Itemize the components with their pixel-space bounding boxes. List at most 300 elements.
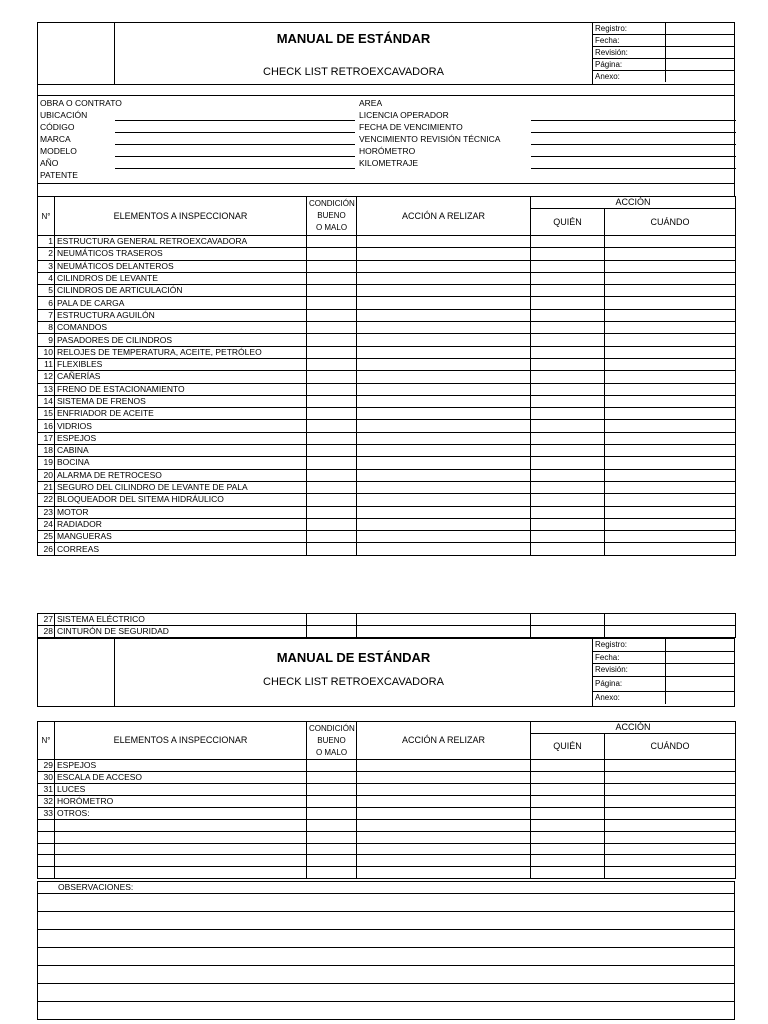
- table-row: [38, 760, 736, 772]
- who-cell[interactable]: [531, 855, 605, 867]
- action-cell[interactable]: [357, 297, 531, 309]
- item-label: RELOJES DE TEMPERATURA, ACEITE, PETRÓLEO: [55, 346, 307, 358]
- item-number: 25: [38, 531, 55, 543]
- item-number: 1: [38, 236, 55, 248]
- who-cell[interactable]: [531, 843, 605, 855]
- table-row-empty: [38, 843, 736, 855]
- action-cell[interactable]: [357, 346, 531, 358]
- who-cell[interactable]: [531, 272, 605, 284]
- condition-cell[interactable]: [307, 395, 357, 407]
- action-cell[interactable]: [357, 808, 531, 820]
- action-cell[interactable]: [357, 543, 531, 555]
- table-row: [38, 248, 736, 260]
- when-cell[interactable]: [605, 358, 736, 370]
- meta-value[interactable]: [666, 663, 736, 676]
- who-cell[interactable]: [531, 543, 605, 555]
- info-label: MARCA: [40, 134, 71, 144]
- when-cell[interactable]: [605, 820, 736, 832]
- meta-value[interactable]: [666, 651, 736, 663]
- who-cell[interactable]: [531, 494, 605, 506]
- who-cell[interactable]: [531, 796, 605, 808]
- who-cell[interactable]: [531, 260, 605, 272]
- condition-cell[interactable]: [307, 820, 357, 832]
- item-label: BLOQUEADOR DEL SITEMA HIDRÁULICO: [55, 494, 307, 506]
- when-cell[interactable]: [605, 322, 736, 334]
- col-num: N°: [38, 197, 55, 236]
- info-label: AREA: [359, 98, 383, 108]
- col-who: QUIÉN: [531, 734, 605, 760]
- item-label: CABINA: [55, 445, 307, 457]
- action-cell[interactable]: [357, 820, 531, 832]
- who-cell[interactable]: [531, 371, 605, 383]
- when-cell[interactable]: [605, 383, 736, 395]
- who-cell[interactable]: [531, 772, 605, 784]
- condition-cell[interactable]: [307, 831, 357, 843]
- condition-cell[interactable]: [307, 236, 357, 248]
- spacer-band: [37, 184, 735, 196]
- col-elements: ELEMENTOS A INSPECCIONAR: [55, 197, 307, 236]
- item-number: 7: [38, 309, 55, 321]
- horometro-field[interactable]: [531, 156, 736, 157]
- page-title: MANUAL DE ESTÁNDAR: [276, 31, 431, 46]
- condition-cell[interactable]: [307, 808, 357, 820]
- action-cell[interactable]: [357, 322, 531, 334]
- condition-cell[interactable]: [307, 626, 357, 638]
- item-number: 28: [38, 626, 55, 638]
- info-label: FECHA DE VENCIMIENTO: [359, 122, 463, 132]
- condition-cell[interactable]: [307, 796, 357, 808]
- action-cell[interactable]: [357, 432, 531, 444]
- col-action-to-take: ACCIÓN A RELIZAR: [357, 197, 531, 236]
- condition-cell[interactable]: [307, 408, 357, 420]
- condition-cell[interactable]: [307, 457, 357, 469]
- action-cell[interactable]: [357, 626, 531, 638]
- who-cell[interactable]: [531, 481, 605, 493]
- col-who: QUIÉN: [531, 209, 605, 236]
- table-row: [38, 531, 736, 543]
- condition-cell[interactable]: [307, 531, 357, 543]
- who-cell[interactable]: [531, 614, 605, 626]
- item-number[interactable]: [38, 820, 55, 832]
- item-number: 33: [38, 808, 55, 820]
- when-cell[interactable]: [605, 469, 736, 481]
- observation-field[interactable]: [38, 894, 735, 912]
- action-cell[interactable]: [357, 614, 531, 626]
- when-cell[interactable]: [605, 334, 736, 346]
- meta-label-revision: Revisión:: [593, 663, 666, 676]
- who-cell[interactable]: [531, 285, 605, 297]
- condition-cell[interactable]: [307, 445, 357, 457]
- col-when: CUÁNDO: [605, 209, 736, 236]
- when-cell[interactable]: [605, 531, 736, 543]
- item-number: 4: [38, 272, 55, 284]
- condition-cell[interactable]: [307, 297, 357, 309]
- inspection-table: [37, 196, 736, 556]
- meta-label-pagina: Página:: [593, 676, 666, 691]
- item-label: ESCALA DE ACCESO: [55, 772, 307, 784]
- condition-cell[interactable]: [307, 285, 357, 297]
- action-cell[interactable]: [357, 285, 531, 297]
- action-cell[interactable]: [357, 531, 531, 543]
- item-label: PALA DE CARGA: [55, 297, 307, 309]
- item-number: 20: [38, 469, 55, 481]
- condition-cell[interactable]: [307, 272, 357, 284]
- who-cell[interactable]: [531, 457, 605, 469]
- action-cell[interactable]: [357, 260, 531, 272]
- table-row: [38, 772, 736, 784]
- item-number: 31: [38, 784, 55, 796]
- when-cell[interactable]: [605, 236, 736, 248]
- when-cell[interactable]: [605, 796, 736, 808]
- who-cell[interactable]: [531, 420, 605, 432]
- observation-field[interactable]: [38, 912, 735, 930]
- meta-label-fecha: Fecha:: [593, 35, 666, 47]
- item-number: 3: [38, 260, 55, 272]
- codigo-field[interactable]: [115, 132, 355, 133]
- info-label: OBRA O CONTRATO: [40, 98, 122, 108]
- who-cell[interactable]: [531, 760, 605, 772]
- kilometraje-field[interactable]: [531, 168, 736, 169]
- when-cell[interactable]: [605, 395, 736, 407]
- who-cell[interactable]: [531, 408, 605, 420]
- action-cell[interactable]: [357, 445, 531, 457]
- who-cell[interactable]: [531, 867, 605, 879]
- action-cell[interactable]: [357, 506, 531, 518]
- when-cell[interactable]: [605, 408, 736, 420]
- when-cell[interactable]: [605, 445, 736, 457]
- condition-cell[interactable]: [307, 506, 357, 518]
- item-number: 12: [38, 371, 55, 383]
- observation-line: [38, 948, 735, 966]
- when-cell[interactable]: [605, 772, 736, 784]
- info-label: UBICACIÓN: [40, 110, 88, 120]
- who-cell[interactable]: [531, 395, 605, 407]
- condition-cell[interactable]: [307, 543, 357, 555]
- meta-label-anexo: Anexo:: [593, 71, 666, 83]
- item-label: CINTURÓN DE SEGURIDAD: [55, 626, 307, 638]
- table-row: [38, 457, 736, 469]
- item-number: 15: [38, 408, 55, 420]
- action-cell[interactable]: [357, 420, 531, 432]
- observation-field[interactable]: [38, 948, 735, 966]
- who-cell[interactable]: [531, 346, 605, 358]
- who-cell[interactable]: [531, 518, 605, 530]
- item-number: 26: [38, 543, 55, 555]
- table-row: [38, 309, 736, 321]
- col-when: CUÁNDO: [605, 734, 736, 760]
- who-cell[interactable]: [531, 358, 605, 370]
- table-row: [38, 494, 736, 506]
- meta-label-anexo: Anexo:: [593, 691, 666, 704]
- item-label: BOCINA: [55, 457, 307, 469]
- when-cell[interactable]: [605, 808, 736, 820]
- condition-cell[interactable]: [307, 358, 357, 370]
- action-cell[interactable]: [357, 383, 531, 395]
- action-cell[interactable]: [357, 469, 531, 481]
- item-number: 27: [38, 614, 55, 626]
- who-cell[interactable]: [531, 820, 605, 832]
- when-cell[interactable]: [605, 494, 736, 506]
- item-number: 8: [38, 322, 55, 334]
- table-row: [38, 432, 736, 444]
- observation-field[interactable]: [38, 984, 735, 1002]
- who-cell[interactable]: [531, 831, 605, 843]
- item-number: 18: [38, 445, 55, 457]
- item-number: 5: [38, 285, 55, 297]
- who-cell[interactable]: [531, 322, 605, 334]
- item-label: SISTEMA ELÉCTRICO: [55, 614, 307, 626]
- item-number: 24: [38, 518, 55, 530]
- action-cell[interactable]: [357, 831, 531, 843]
- meta-value[interactable]: [666, 691, 736, 704]
- action-cell[interactable]: [357, 772, 531, 784]
- action-cell[interactable]: [357, 796, 531, 808]
- table-row: [38, 506, 736, 518]
- when-cell[interactable]: [605, 614, 736, 626]
- condition-cell[interactable]: [307, 334, 357, 346]
- item-number[interactable]: [38, 843, 55, 855]
- table-row-empty: [38, 831, 736, 843]
- when-cell[interactable]: [605, 309, 736, 321]
- when-cell[interactable]: [605, 867, 736, 879]
- action-cell[interactable]: [357, 408, 531, 420]
- item-label: ALARMA DE RETROCESO: [55, 469, 307, 481]
- condition-cell[interactable]: [307, 260, 357, 272]
- when-cell[interactable]: [605, 346, 736, 358]
- condition-cell[interactable]: [307, 371, 357, 383]
- inspection-table-continued: [37, 613, 736, 638]
- when-cell[interactable]: [605, 543, 736, 555]
- info-section: [37, 96, 735, 184]
- meta-label-registro: Registro:: [593, 23, 666, 35]
- item-label: LUCES: [55, 784, 307, 796]
- action-cell[interactable]: [357, 494, 531, 506]
- condition-cell[interactable]: [307, 784, 357, 796]
- item-number[interactable]: [38, 867, 55, 879]
- who-cell[interactable]: [531, 784, 605, 796]
- table-row: [38, 543, 736, 555]
- info-label: HORÓMETRO: [359, 146, 416, 156]
- item-number: 19: [38, 457, 55, 469]
- action-cell[interactable]: [357, 236, 531, 248]
- action-cell[interactable]: [357, 371, 531, 383]
- table-row: [38, 614, 736, 626]
- who-cell[interactable]: [531, 626, 605, 638]
- item-label[interactable]: [55, 820, 307, 832]
- item-label: COMANDOS: [55, 322, 307, 334]
- when-cell[interactable]: [605, 371, 736, 383]
- logo-cell: [38, 23, 115, 84]
- condition-cell[interactable]: [307, 772, 357, 784]
- observation-field[interactable]: [38, 1002, 735, 1020]
- who-cell[interactable]: [531, 445, 605, 457]
- condition-cell[interactable]: [307, 309, 357, 321]
- who-cell[interactable]: [531, 432, 605, 444]
- observation-line: [38, 966, 735, 984]
- table-row-empty: [38, 867, 736, 879]
- when-cell[interactable]: [605, 518, 736, 530]
- when-cell[interactable]: [605, 432, 736, 444]
- item-label: CORREAS: [55, 543, 307, 555]
- item-label: VIDRIOS: [55, 420, 307, 432]
- page-subtitle: CHECK LIST RETROEXCAVADORA: [263, 66, 444, 78]
- when-cell[interactable]: [605, 272, 736, 284]
- when-cell[interactable]: [605, 843, 736, 855]
- item-label: ESTRUCTURA GENERAL RETROEXCAVADORA: [55, 236, 307, 248]
- action-cell[interactable]: [357, 248, 531, 260]
- item-number: 2: [38, 248, 55, 260]
- meta-value[interactable]: [666, 35, 736, 47]
- item-label[interactable]: [55, 855, 307, 867]
- item-number[interactable]: [38, 831, 55, 843]
- marca-field[interactable]: [115, 144, 355, 145]
- when-cell[interactable]: [605, 855, 736, 867]
- item-label[interactable]: [55, 867, 307, 879]
- when-cell[interactable]: [605, 831, 736, 843]
- inspection-table-2: [37, 721, 736, 879]
- page-title: MANUAL DE ESTÁNDAR: [276, 650, 431, 665]
- action-cell[interactable]: [357, 481, 531, 493]
- when-cell[interactable]: [605, 260, 736, 272]
- table-row-empty: [38, 820, 736, 832]
- who-cell[interactable]: [531, 248, 605, 260]
- condition-cell[interactable]: [307, 322, 357, 334]
- table-row: [38, 297, 736, 309]
- item-label: NEUMÁTICOS TRASEROS: [55, 248, 307, 260]
- table-row: [38, 784, 736, 796]
- action-cell[interactable]: [357, 457, 531, 469]
- observation-field[interactable]: [38, 966, 735, 984]
- anio-field[interactable]: [115, 168, 355, 169]
- action-cell[interactable]: [357, 272, 531, 284]
- observation-line: [38, 930, 735, 948]
- item-label[interactable]: [55, 831, 307, 843]
- condition-cell[interactable]: [307, 614, 357, 626]
- table-row: [38, 445, 736, 457]
- who-cell[interactable]: [531, 469, 605, 481]
- table-row: [38, 408, 736, 420]
- when-cell[interactable]: [605, 784, 736, 796]
- page-subtitle: CHECK LIST RETROEXCAVADORA: [263, 676, 444, 688]
- who-cell[interactable]: [531, 236, 605, 248]
- meta-value[interactable]: [666, 59, 736, 71]
- table-row: [38, 334, 736, 346]
- when-cell[interactable]: [605, 457, 736, 469]
- item-label: ESPEJOS: [55, 760, 307, 772]
- when-cell[interactable]: [605, 760, 736, 772]
- condition-cell[interactable]: [307, 469, 357, 481]
- condition-cell[interactable]: [307, 518, 357, 530]
- table-row: [38, 518, 736, 530]
- action-cell[interactable]: [357, 334, 531, 346]
- meta-value[interactable]: [666, 23, 736, 35]
- table-row: [38, 469, 736, 481]
- item-label: MOTOR: [55, 506, 307, 518]
- info-label: CÓDIGO: [40, 122, 75, 132]
- ubicacion-field[interactable]: [115, 120, 355, 121]
- item-number: 16: [38, 420, 55, 432]
- condition-cell[interactable]: [307, 867, 357, 879]
- action-cell[interactable]: [357, 358, 531, 370]
- condition-cell[interactable]: [307, 383, 357, 395]
- action-cell[interactable]: [357, 855, 531, 867]
- modelo-field[interactable]: [115, 156, 355, 157]
- item-label: CILINDROS DE ARTICULACIÓN: [55, 285, 307, 297]
- revision-tecnica-field[interactable]: [531, 144, 736, 145]
- observations-label: OBSERVACIONES:: [38, 882, 735, 894]
- condition-cell[interactable]: [307, 248, 357, 260]
- condition-cell[interactable]: [307, 494, 357, 506]
- who-cell[interactable]: [531, 506, 605, 518]
- licencia-field[interactable]: [531, 120, 736, 121]
- action-cell[interactable]: [357, 395, 531, 407]
- condition-cell[interactable]: [307, 432, 357, 444]
- item-label: FRENO DE ESTACIONAMIENTO: [55, 383, 307, 395]
- condition-cell[interactable]: [307, 481, 357, 493]
- table-row: [38, 358, 736, 370]
- col-condition: CONDICIÓN BUENO O MALO: [307, 722, 357, 760]
- item-number[interactable]: [38, 855, 55, 867]
- when-cell[interactable]: [605, 420, 736, 432]
- when-cell[interactable]: [605, 626, 736, 638]
- observation-field[interactable]: [38, 930, 735, 948]
- item-number: 11: [38, 358, 55, 370]
- info-label: LICENCIA OPERADOR: [359, 110, 449, 120]
- who-cell[interactable]: [531, 383, 605, 395]
- meta-value[interactable]: [666, 47, 736, 59]
- item-number: 13: [38, 383, 55, 395]
- meta-label-pagina: Página:: [593, 59, 666, 71]
- action-cell[interactable]: [357, 784, 531, 796]
- meta-value[interactable]: [666, 639, 736, 651]
- action-cell[interactable]: [357, 309, 531, 321]
- table-row: [38, 420, 736, 432]
- who-cell[interactable]: [531, 808, 605, 820]
- condition-cell[interactable]: [307, 760, 357, 772]
- who-cell[interactable]: [531, 297, 605, 309]
- who-cell[interactable]: [531, 531, 605, 543]
- condition-cell[interactable]: [307, 346, 357, 358]
- item-label: FLEXIBLES: [55, 358, 307, 370]
- when-cell[interactable]: [605, 248, 736, 260]
- when-cell[interactable]: [605, 285, 736, 297]
- meta-value[interactable]: [666, 676, 736, 691]
- condition-cell[interactable]: [307, 843, 357, 855]
- item-number: 14: [38, 395, 55, 407]
- observation-line: [38, 984, 735, 1002]
- who-cell[interactable]: [531, 334, 605, 346]
- when-cell[interactable]: [605, 506, 736, 518]
- action-cell[interactable]: [357, 843, 531, 855]
- condition-cell[interactable]: [307, 855, 357, 867]
- item-label: CILINDROS DE LEVANTE: [55, 272, 307, 284]
- who-cell[interactable]: [531, 309, 605, 321]
- item-label[interactable]: [55, 843, 307, 855]
- action-cell[interactable]: [357, 760, 531, 772]
- when-cell[interactable]: [605, 481, 736, 493]
- col-action: ACCIÓN: [531, 722, 736, 734]
- table-row: [38, 796, 736, 808]
- meta-value[interactable]: [666, 71, 736, 83]
- table-row: [38, 626, 736, 638]
- when-cell[interactable]: [605, 297, 736, 309]
- action-cell[interactable]: [357, 518, 531, 530]
- action-cell[interactable]: [357, 867, 531, 879]
- condition-cell[interactable]: [307, 420, 357, 432]
- vencimiento-field[interactable]: [531, 132, 736, 133]
- item-number: 10: [38, 346, 55, 358]
- info-label: KILOMETRAJE: [359, 158, 419, 168]
